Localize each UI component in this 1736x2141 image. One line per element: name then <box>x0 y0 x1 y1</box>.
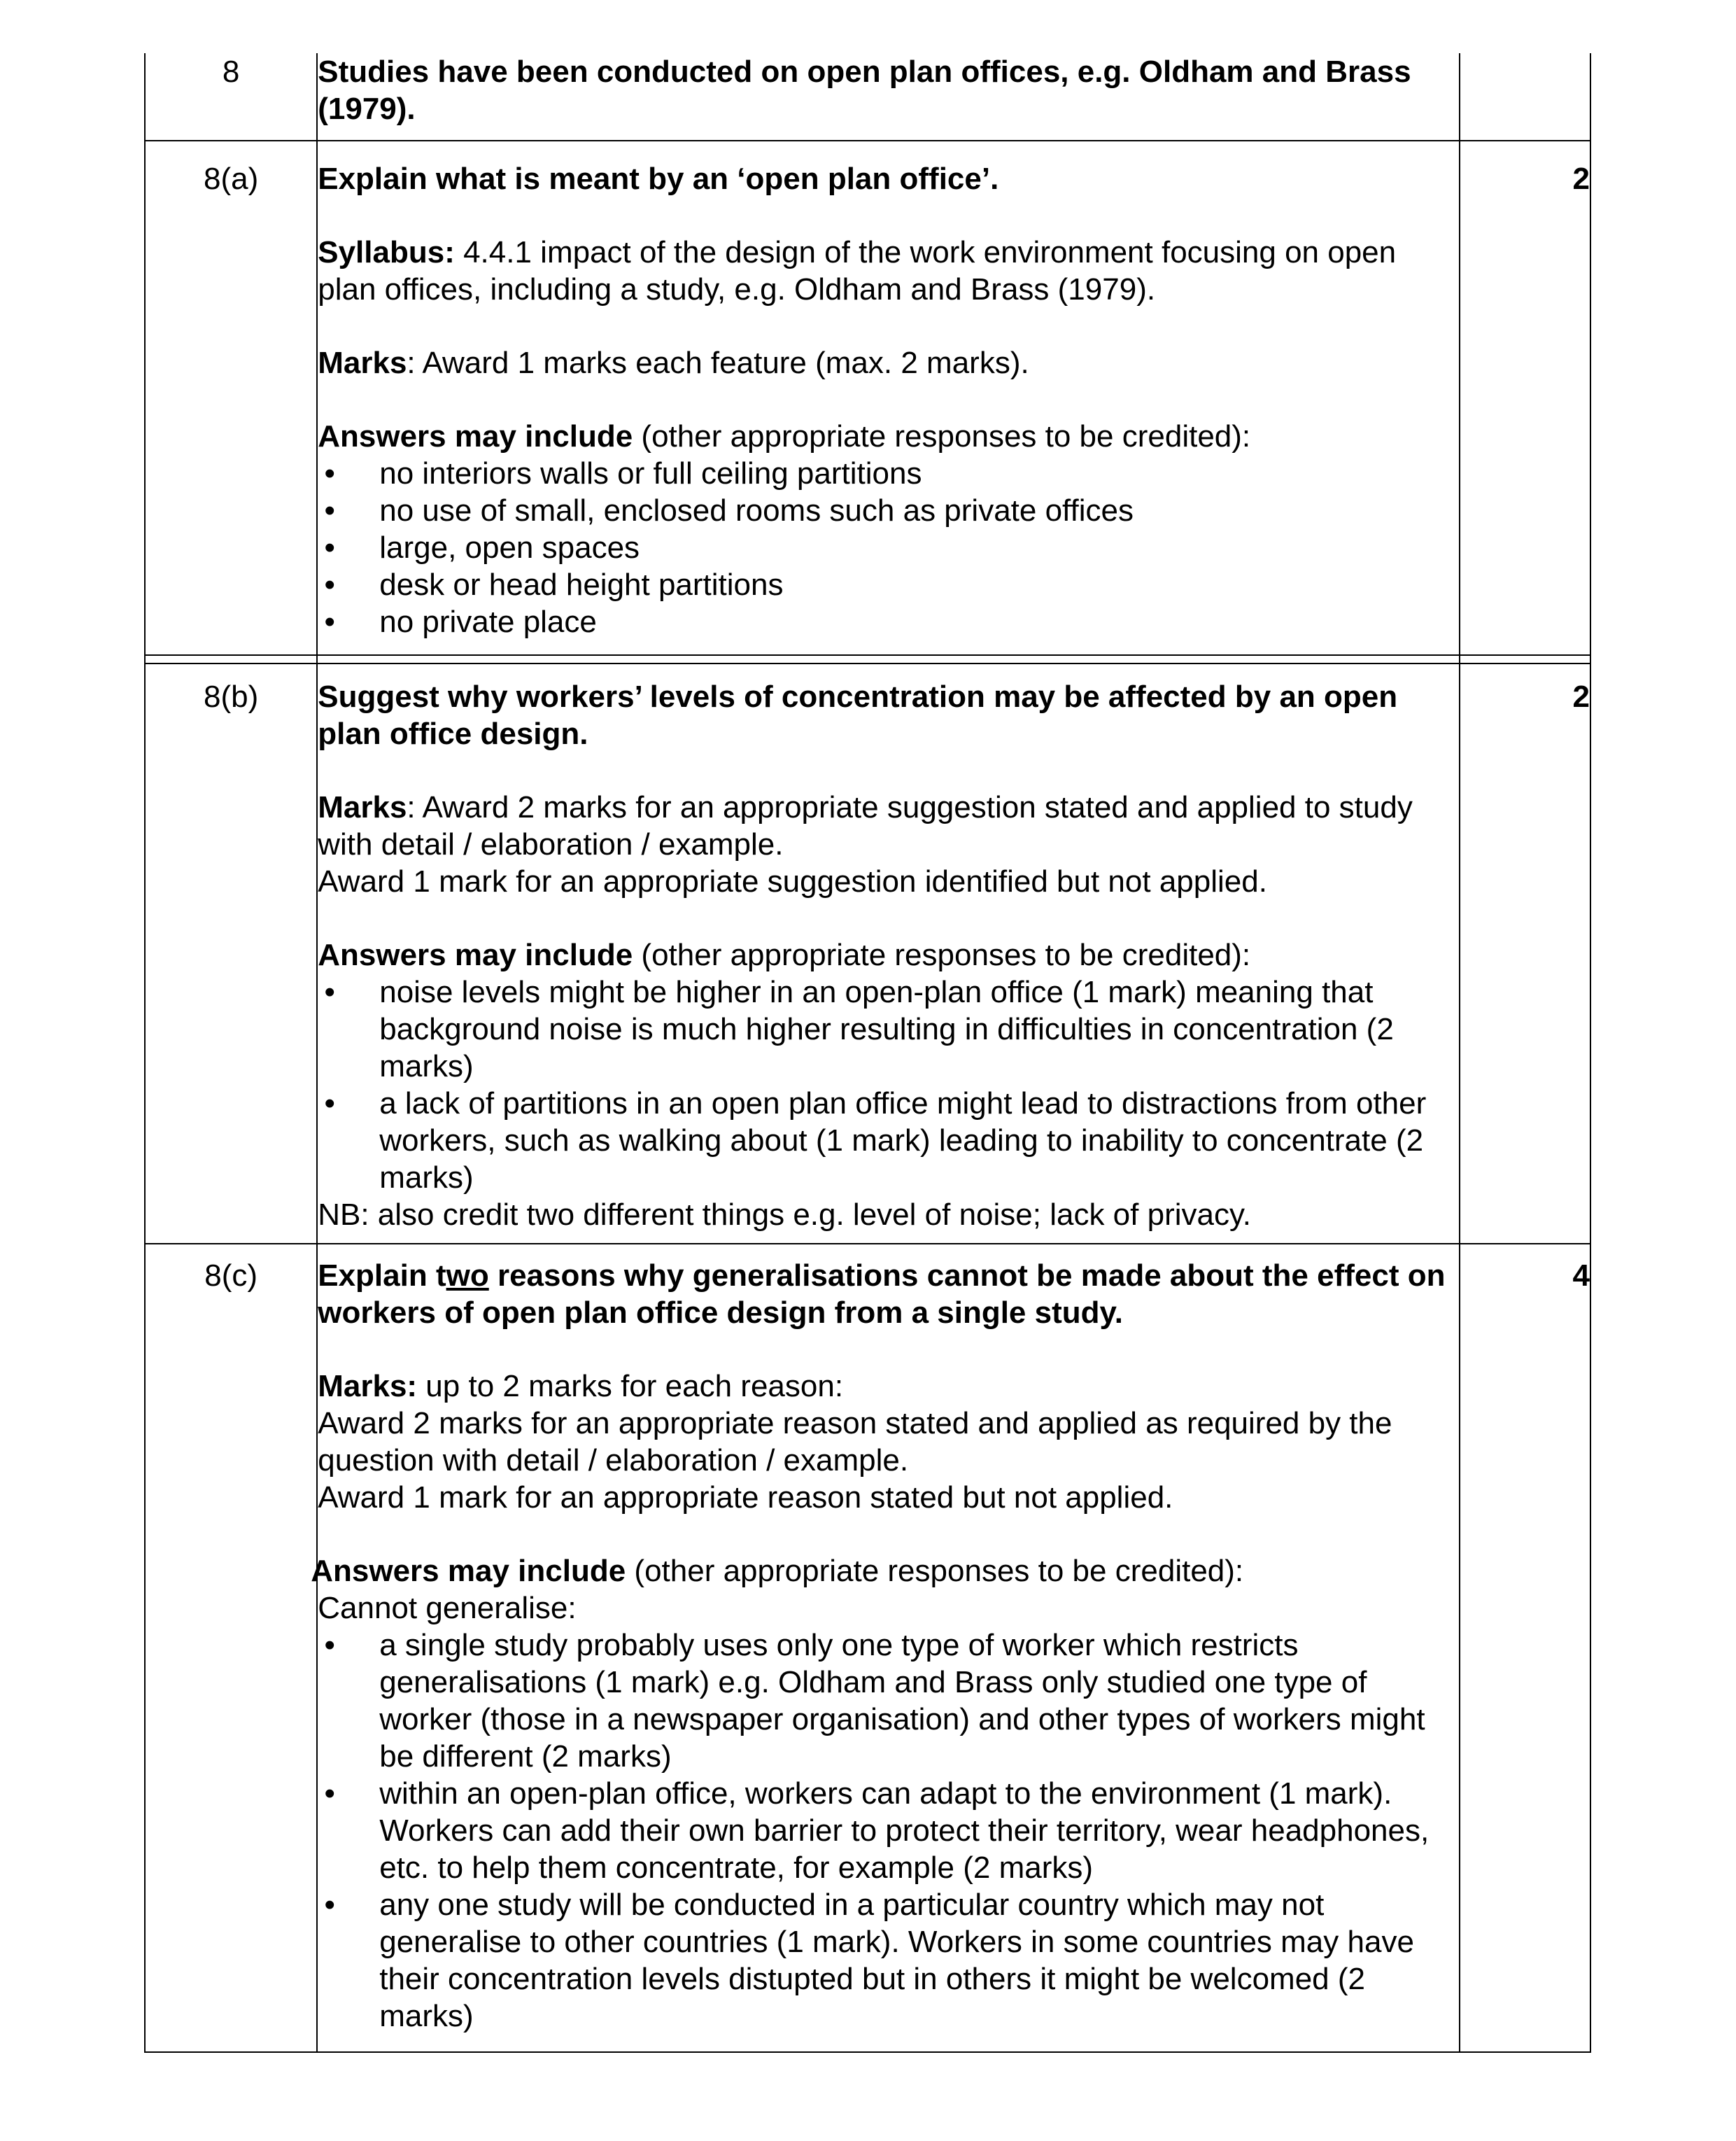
question-number: 8(c) <box>145 1244 317 2052</box>
answer-list <box>318 1627 1459 2035</box>
marks-label: Marks <box>318 346 407 380</box>
question-8-row <box>145 53 1590 141</box>
answers-line <box>318 418 1459 455</box>
list-item: • desk or head height partitions <box>318 566 1459 603</box>
list-item: • no use of small, enclosed rooms such as private offices <box>318 492 1459 529</box>
question-8a-title: Explain what is meant by an ‘open plan office’. <box>318 162 999 196</box>
marks-line-2: Award 1 mark for an appropriate suggestion identified but not applied. <box>318 864 1267 899</box>
answers-label: Answers may include <box>318 938 633 972</box>
cannot-generalise: Cannot generalise: <box>318 1591 577 1625</box>
marks-text: up to 2 marks for each reason: <box>417 1369 844 1403</box>
question-number: 8(a) <box>145 141 317 655</box>
marks-line <box>318 344 1459 381</box>
answers-text: (other appropriate responses to be credited): <box>633 938 1251 972</box>
bullet-icon: • <box>324 975 335 1009</box>
marks-label: Marks <box>318 790 407 824</box>
bullet-icon: • <box>324 456 335 491</box>
mark-scheme-table <box>144 53 1591 2053</box>
nb-note: NB: also credit two different things e.g. level of noise; lack of privacy. <box>318 1198 1251 1232</box>
syllabus-label: Syllabus: <box>318 235 455 269</box>
answers-line <box>318 936 1459 974</box>
list-item: • no interiors walls or full ceiling partitions <box>318 455 1459 492</box>
list-item: • a single study probably uses only one type of worker which restricts generalisations (1 mark) e.g. Oldham and Brass only studied one type of worker (those in a newspaper organisation) and other types of workers might be different (2 marks) <box>318 1627 1459 1775</box>
question-8b-row <box>145 664 1590 1244</box>
marks-line-3: Award 1 mark for an appropriate reason stated but not applied. <box>318 1480 1173 1515</box>
marks-line-2: Award 2 marks for an appropriate reason stated and applied as required by the question with detail / elaboration / example. <box>318 1406 1392 1477</box>
question-8b-title: Suggest why workers’ levels of concentration may be affected by an open plan office design. <box>318 680 1398 751</box>
answers-text: (other appropriate responses to be credited): <box>626 1554 1244 1588</box>
bullet-icon: • <box>324 531 335 565</box>
syllabus-text: 4.4.1 impact of the design of the work environment focusing on open plan offices, including a study, e.g. Oldham and Brass (1979). <box>318 235 1397 307</box>
question-8a-row <box>145 141 1590 655</box>
marks-line <box>318 1368 1459 1405</box>
answers-label: Answers may include <box>318 419 633 454</box>
question-marks: 2 <box>1460 141 1590 655</box>
question-8c-body <box>311 1244 1460 2052</box>
question-8-title: Studies have been conducted on open plan offices, e.g. Oldham and Brass (1979). <box>318 55 1411 126</box>
marks-text: : Award 2 marks for an appropriate suggestion stated and applied to study with detail / elaboration / example. <box>318 790 1413 862</box>
bullet-icon: • <box>324 605 335 639</box>
marks-text: : Award 1 marks each feature (max. 2 marks). <box>407 346 1029 380</box>
marks-label: Marks: <box>318 1369 418 1403</box>
question-8a-body <box>317 141 1460 655</box>
bullet-icon: • <box>324 1776 335 1811</box>
list-item: • any one study will be conducted in a particular country which may not generalise to other countries (1 mark). Workers in some countries may have their concentration levels distupted but in others it might be welcomed (2 marks) <box>318 1886 1459 2035</box>
syllabus-line <box>318 234 1459 308</box>
bullet-icon: • <box>324 1888 335 1922</box>
marks-line <box>318 789 1459 863</box>
question-marks <box>1460 53 1590 141</box>
question-8b-body <box>317 664 1460 1244</box>
answers-label: Answers may include <box>311 1554 626 1588</box>
question-number: 8(b) <box>145 664 317 1244</box>
bullet-icon: • <box>324 1628 335 1662</box>
answer-list <box>318 974 1459 1196</box>
list-item: • within an open-plan office, workers can adapt to the environment (1 mark). Workers can add their own barrier to protect their territory, wear headphones, etc. to help them concentrate, for example (2 marks) <box>318 1775 1459 1886</box>
list-item: • large, open spaces <box>318 529 1459 566</box>
bullet-icon: • <box>324 1086 335 1121</box>
list-item: • no private place <box>318 603 1459 640</box>
question-number: 8 <box>145 53 317 141</box>
question-stem <box>317 53 1460 141</box>
answers-text: (other appropriate responses to be credited): <box>633 419 1251 454</box>
answer-list <box>318 455 1459 640</box>
question-marks: 2 <box>1460 664 1590 1244</box>
list-item: • a lack of partitions in an open plan office might lead to distractions from other workers, such as walking about (1 mark) leading to inability to concentrate (2 marks) <box>318 1085 1459 1196</box>
question-8c-row <box>145 1244 1590 2052</box>
list-item: • noise levels might be higher in an open-plan office (1 mark) meaning that background noise is much higher resulting in difficulties in concentration (2 marks) <box>318 974 1459 1085</box>
question-marks: 4 <box>1460 1244 1590 2052</box>
answers-line <box>311 1552 1459 1589</box>
row-separator <box>145 655 1590 664</box>
question-8c-title: Explain two reasons why generalisations cannot be made about the effect on workers of open plan office design from a single study. <box>318 1258 1446 1330</box>
bullet-icon: • <box>324 568 335 602</box>
bullet-icon: • <box>324 493 335 528</box>
